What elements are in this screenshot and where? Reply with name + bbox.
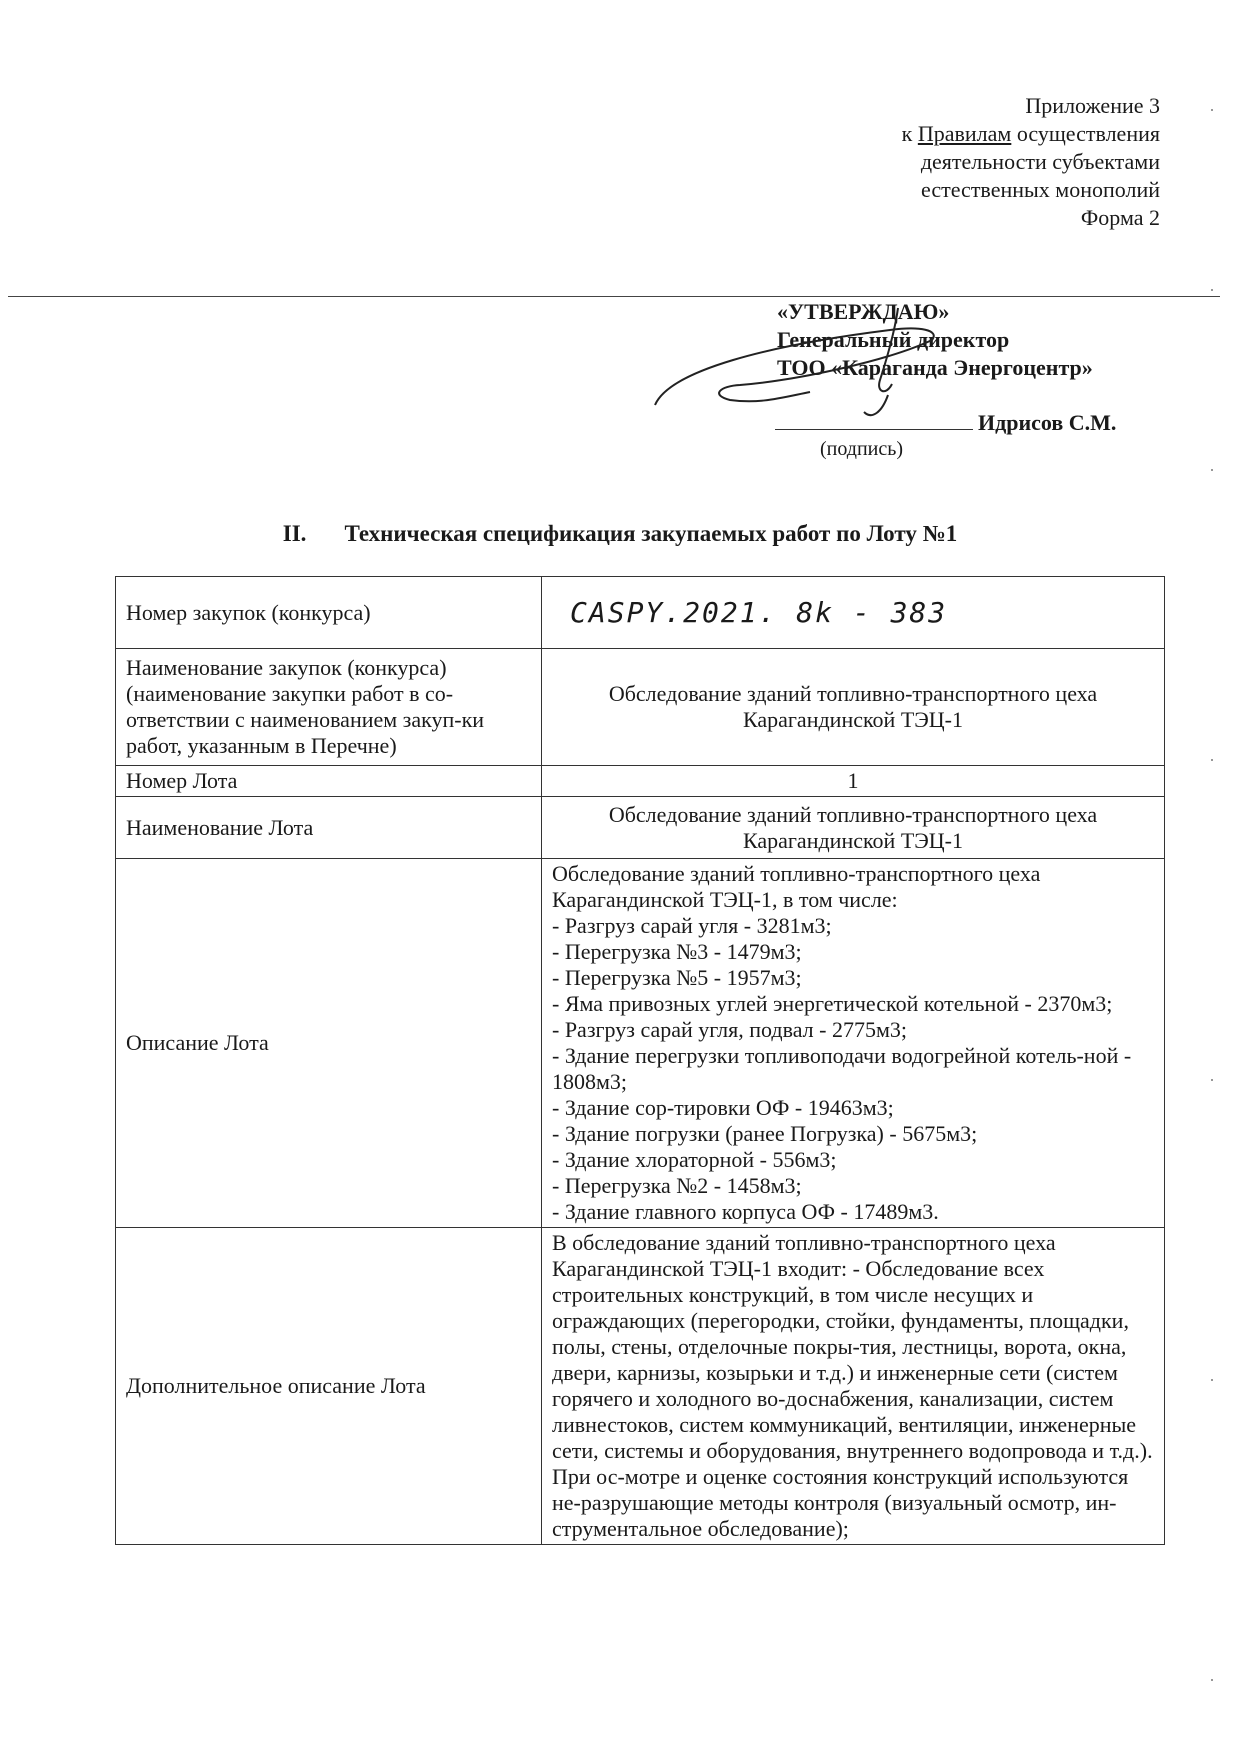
row-value: В обследование зданий топливно-транспортного цеха Карагандинской ТЭЦ-1 входит: - Обследование всех строительных конструкций, в том числе несущих и ограждающих (перегородки, стойки, фундаменты, площадки, полы, стены, отделочные покры-тия, лестницы, ворота, окна, двери, карнизы, козырьки и т.д.) и инженерные сети (систем горячего и холодного во-доснабжения, канализации, систем ливнестоков, систем коммуникаций, вентиляции, инженерные сети, системы и оборудования, внутреннего водопровода и т.д.). При ос-мотре и оценке состояния конструкций используются не-разрушающие методы контроля (визуальный осмотр, ин-струментальное обследование); bbox=[542, 1228, 1165, 1545]
list-item: - Здание сор-тировки ОФ - 19463м3; bbox=[552, 1095, 894, 1120]
row-label: Наименование Лота bbox=[116, 797, 542, 859]
list-item: - Перегрузка №3 - 1479м3; bbox=[552, 939, 802, 964]
row-value-list bbox=[542, 859, 1165, 1228]
section-title: Техническая спецификация закупаемых работ по Лоту №1 bbox=[344, 521, 958, 546]
annex-prefix: к bbox=[901, 121, 918, 146]
list-item: - Здание главного корпуса ОФ - 17489м3. bbox=[552, 1199, 939, 1224]
table-row bbox=[116, 797, 1165, 859]
rules-link[interactable]: Правилам bbox=[917, 121, 1012, 146]
annex-line: естественных монополий bbox=[921, 177, 1160, 202]
scan-edge-marks bbox=[1209, 0, 1215, 1754]
specification-table bbox=[115, 576, 1165, 1545]
handwritten-signature bbox=[650, 300, 950, 430]
approval-position: Генеральный директор bbox=[777, 327, 1010, 352]
annex-line: Приложение 3 bbox=[1025, 93, 1160, 118]
row-label: Дополнительное описание Лота bbox=[116, 1228, 542, 1545]
table-row bbox=[116, 859, 1165, 1228]
annex-header bbox=[902, 92, 1160, 232]
list-item: - Перегрузка №5 - 1957м3; bbox=[552, 965, 802, 990]
signature-caption: (подпись) bbox=[820, 438, 904, 460]
row-value: Обследование зданий топливно-транспортного цеха Карагандинской ТЭЦ-1 bbox=[542, 649, 1165, 766]
annex-form: Форма 2 bbox=[1080, 205, 1160, 230]
table-row bbox=[116, 766, 1165, 797]
row-label: Номер Лота bbox=[116, 766, 542, 797]
approval-company: ТОО «Караганда Энергоцентр» bbox=[777, 355, 1093, 380]
row-value-handwritten: CASPY.2021. 8k - 383 bbox=[542, 577, 1165, 649]
row-label: Описание Лота bbox=[116, 859, 542, 1228]
signature-line bbox=[775, 429, 973, 430]
annex-suffix: осуществления bbox=[1011, 121, 1160, 146]
section-number: II. bbox=[282, 521, 307, 546]
list-item: - Здание погрузки (ранее Погрузка) - 5675м3; bbox=[552, 1121, 978, 1146]
section-heading bbox=[0, 521, 1240, 547]
row-value: Обследование зданий топливно-транспортного цеха Карагандинской ТЭЦ-1 bbox=[542, 797, 1165, 859]
approval-title: «УТВЕРЖДАЮ» bbox=[777, 299, 950, 324]
list-item: Обследование зданий топливно-транспортного цеха Карагандинской ТЭЦ-1, в том числе: bbox=[552, 861, 1041, 912]
list-item: - Яма привозных углей энергетической котельной - 2370м3; bbox=[552, 991, 1113, 1016]
row-label: Номер закупок (конкурса) bbox=[116, 577, 542, 649]
annex-line: деятельности субъектами bbox=[920, 149, 1160, 174]
list-item: - Разгруз сарай угля, подвал - 2775м3; bbox=[552, 1017, 908, 1042]
table-row bbox=[116, 577, 1165, 649]
signer-name: Идрисов С.М. bbox=[978, 410, 1117, 435]
annex-line bbox=[902, 120, 1160, 148]
row-value: 1 bbox=[542, 766, 1165, 797]
table-row bbox=[116, 1228, 1165, 1545]
list-item: - Здание перегрузки топливоподачи водогрейной котель-ной - 1808м3; bbox=[552, 1043, 1132, 1094]
list-item: - Здание хлораторной - 556м3; bbox=[552, 1147, 837, 1172]
list-item: - Разгруз сарай угля - 3281м3; bbox=[552, 913, 832, 938]
row-label: Наименование закупок (конкурса) (наименование закупки работ в со-ответствии с наименованием закуп-ки работ, указанным в Перечне) bbox=[116, 649, 542, 766]
table-row bbox=[116, 649, 1165, 766]
list-item: - Перегрузка №2 - 1458м3; bbox=[552, 1173, 802, 1198]
header-divider bbox=[8, 296, 1220, 297]
